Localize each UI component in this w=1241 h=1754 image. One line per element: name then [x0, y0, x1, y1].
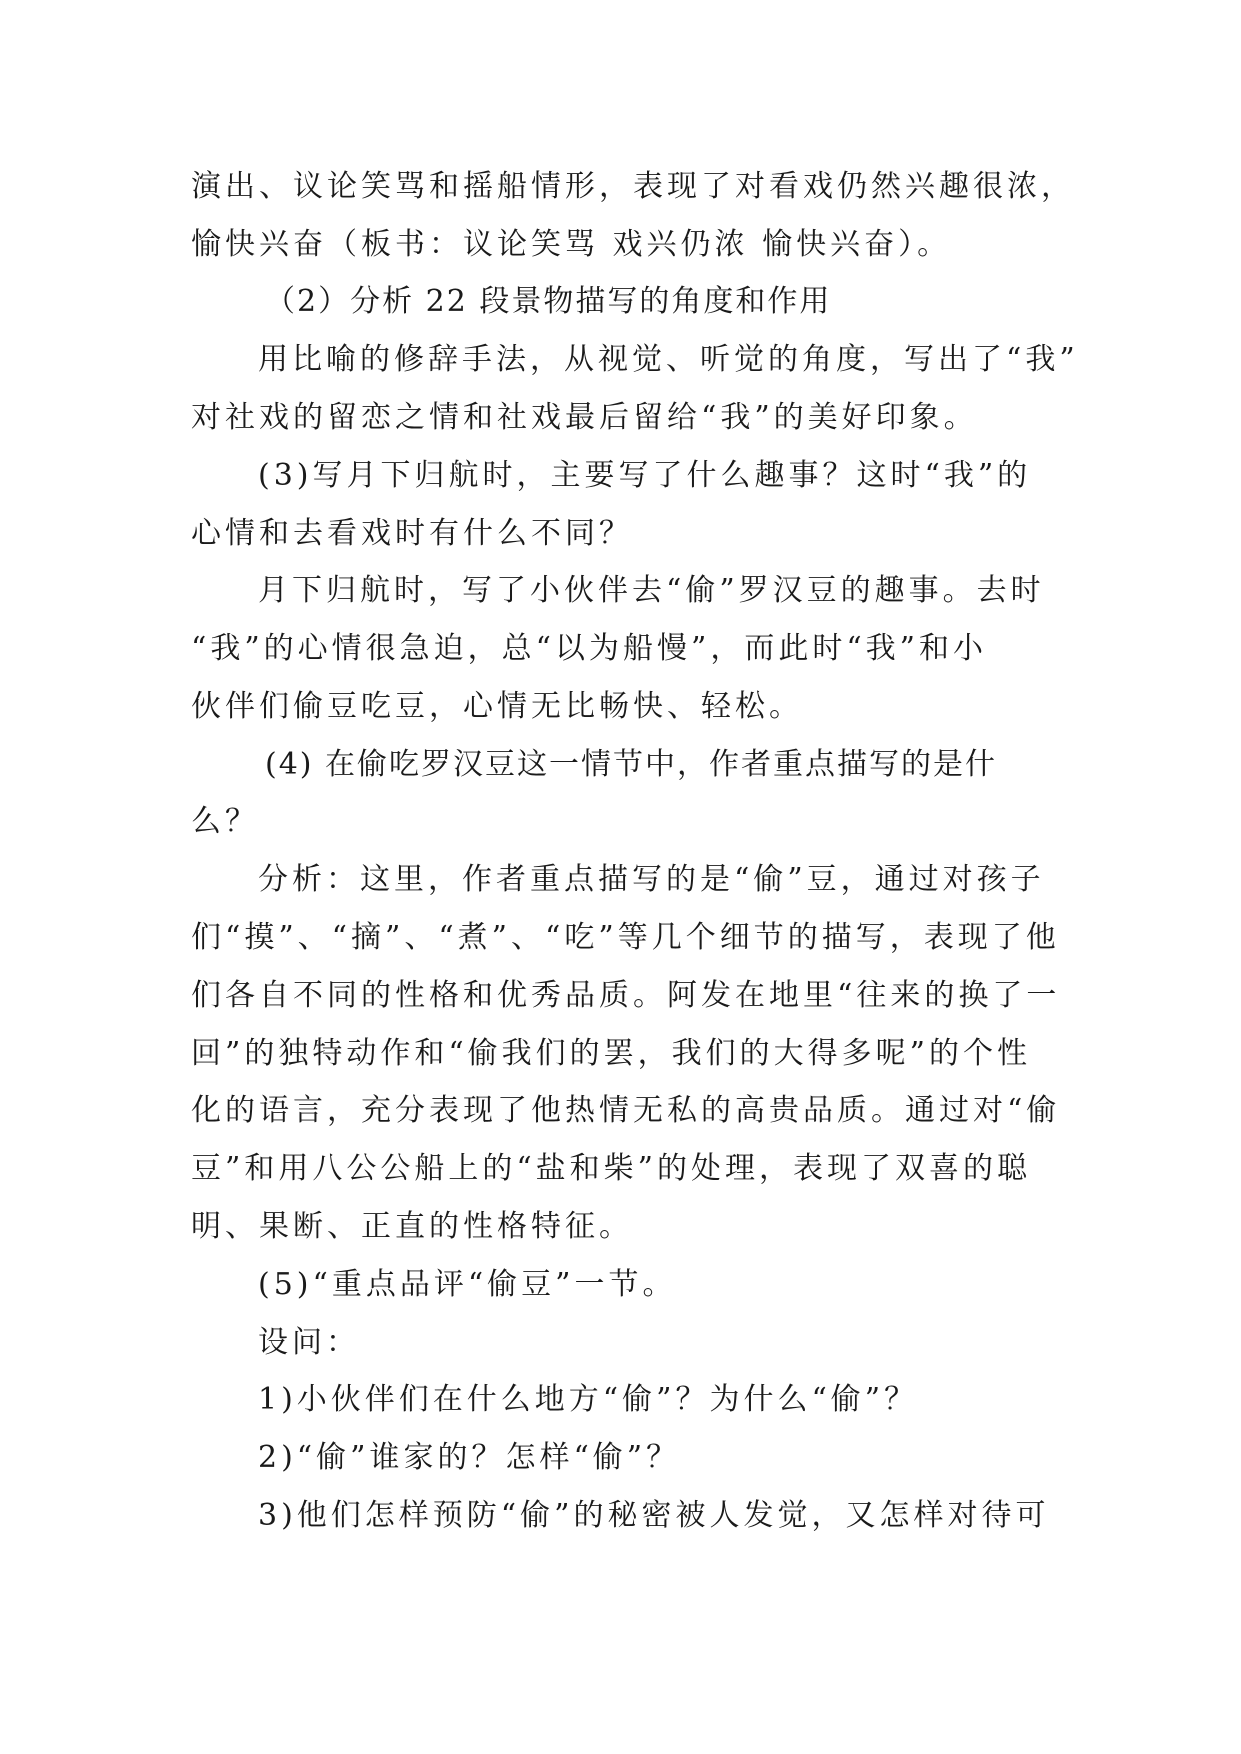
text-line [0, 340, 1241, 380]
text-line-content: 回”的独特动作和“偷我们的罢，我们的大得多呢”的个性 [191, 1036, 1032, 1071]
text-line [0, 860, 1241, 900]
text-line-content: (5)“重点品评“偷豆”一节。 [258, 1267, 677, 1302]
text-line-content: 对社戏的留恋之情和社戏最后留给“我”的美好印象。 [191, 400, 978, 435]
text-line [0, 282, 1241, 322]
text-line-content: 设问： [258, 1325, 360, 1360]
text-line [0, 1149, 1241, 1189]
text-line-content: 化的语言，充分表现了他热情无私的高贵品质。通过对“偷 [191, 1093, 1061, 1128]
text-line [0, 398, 1241, 438]
text-line-content: 心情和去看戏时有什么不同？ [191, 516, 633, 551]
text-line-content: 月下归航时，写了小伙伴去“偷”罗汉豆的趣事。去时 [258, 573, 1045, 608]
text-line [0, 1323, 1241, 1363]
text-line-content: 愉快兴奋（板书：议论笑骂 戏兴仍浓 愉快兴奋）。 [191, 227, 952, 262]
text-line [0, 167, 1241, 207]
text-line [0, 802, 1241, 842]
text-line-content: 豆”和用八公公船上的“盐和柴”的处理，表现了双喜的聪 [191, 1151, 1032, 1186]
text-line-content: 2)“偷”谁家的？怎样“偷”？ [258, 1440, 681, 1475]
text-line-content: 明、果断、正直的性格特征。 [191, 1209, 633, 1244]
text-line-content: 演出、议论笑骂和摇船情形，表现了对看戏仍然兴趣很浓， [191, 169, 1075, 204]
text-line [0, 571, 1241, 611]
text-line [0, 1496, 1241, 1536]
text-line [0, 1380, 1241, 1420]
text-line-content: 们各自不同的性格和优秀品质。阿发在地里“往来的换了一 [191, 978, 1061, 1013]
text-line-content: （2）分析 22 段景物描写的角度和作用 [265, 284, 832, 319]
text-line-content: 用比喻的修辞手法，从视觉、听觉的角度，写出了“我” [258, 342, 1079, 377]
text-line [0, 629, 1241, 669]
text-line [0, 225, 1241, 265]
text-line-content: 们“摸”、“摘”、“煮”、“吃”等几个细节的描写，表现了他 [191, 920, 1060, 955]
text-line [0, 687, 1241, 727]
text-line [0, 1438, 1241, 1478]
text-line-content: (3)写月下归航时，主要写了什么趣事？这时“我”的 [258, 458, 1032, 493]
text-line [0, 976, 1241, 1016]
text-line [0, 456, 1241, 496]
text-line-content: 1)小伙伴们在什么地方“偷”？为什么“偷”？ [258, 1382, 919, 1417]
text-line-content: “我”的心情很急迫，总“以为船慢”，而此时“我”和小 [191, 631, 988, 666]
text-line [0, 1091, 1241, 1131]
text-line [0, 918, 1241, 958]
text-line [0, 745, 1241, 785]
text-line-content: (4) 在偷吃罗汉豆这一情节中，作者重点描写的是什 [265, 747, 998, 782]
text-line [0, 1207, 1241, 1247]
text-line [0, 514, 1241, 554]
text-line-content: 伙伴们偷豆吃豆，心情无比畅快、轻松。 [191, 689, 803, 724]
text-line-content: 分析：这里，作者重点描写的是“偷”豆，通过对孩子 [258, 862, 1045, 897]
text-line-content: 么？ [191, 804, 259, 839]
text-line [0, 1034, 1241, 1074]
text-line-content: 3)他们怎样预防“偷”的秘密被人发觉，又怎样对待可 [258, 1498, 1050, 1533]
text-line [0, 1265, 1241, 1305]
